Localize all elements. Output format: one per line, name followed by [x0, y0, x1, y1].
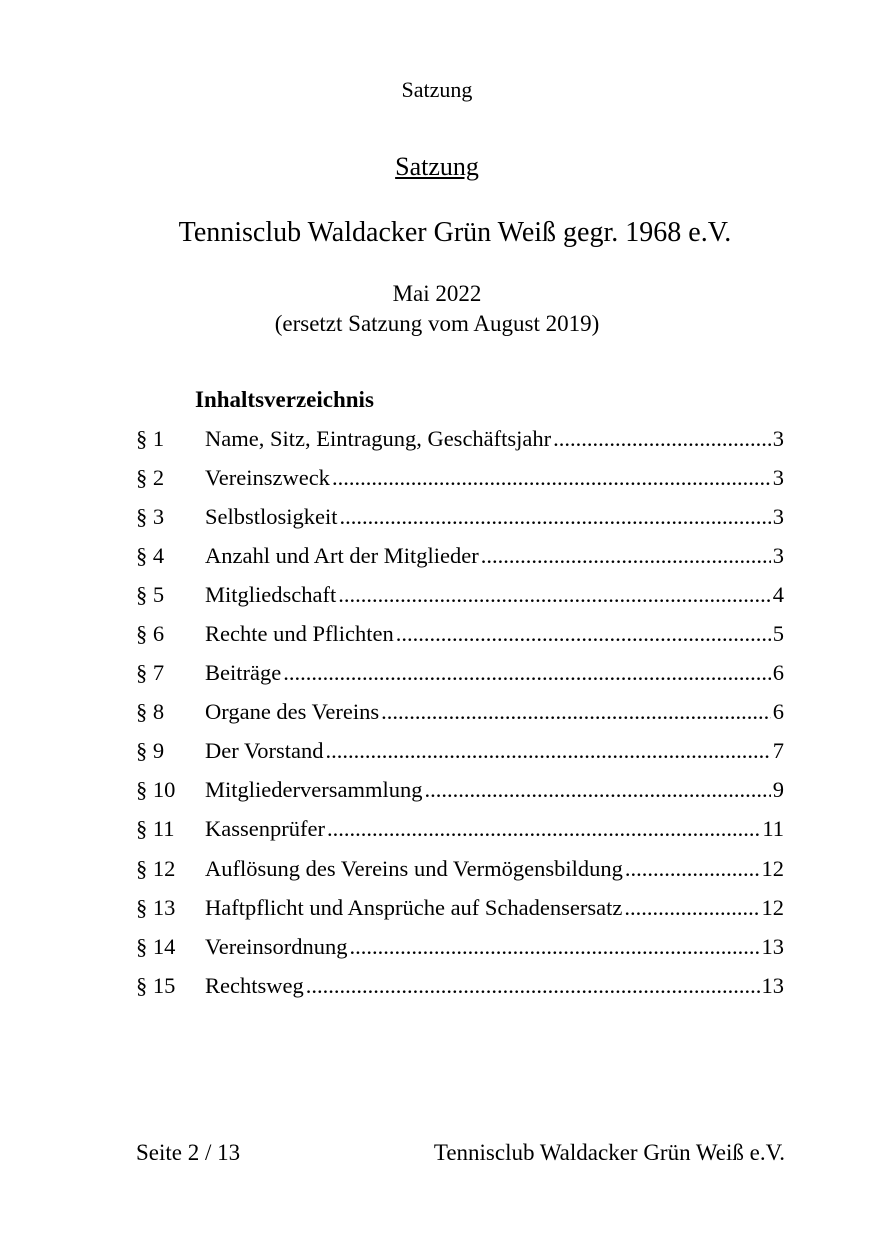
toc-dot-leader	[332, 464, 771, 492]
toc-entry-page: 3	[772, 425, 784, 451]
toc-dot-leader	[338, 581, 771, 609]
toc-entry-page: 4	[772, 581, 784, 607]
toc-entry[interactable]	[136, 810, 784, 849]
toc-dot-leader	[625, 855, 760, 883]
toc-entry-page: 6	[772, 660, 784, 686]
toc-dot-leader	[481, 542, 771, 570]
toc-entry-number: § 5	[136, 581, 165, 607]
toc-entry-number: § 1	[136, 425, 165, 451]
toc-entry-page: 3	[772, 503, 784, 529]
document-date: Mai 2022	[392, 281, 482, 306]
toc-entry-number: § 14	[136, 933, 176, 959]
toc-entry-title: Name, Sitz, Eintragung, Geschäftsjahr	[205, 425, 552, 451]
toc-dot-leader	[283, 659, 771, 687]
toc-entry[interactable]	[136, 849, 784, 888]
toc-entry[interactable]	[136, 458, 784, 497]
toc-entry-number: § 8	[136, 699, 165, 725]
toc-entry-page: 5	[772, 621, 784, 647]
toc-entry-title: Mitgliedschaft	[205, 581, 337, 607]
toc-entry-title: Organe des Vereins	[205, 699, 380, 725]
club-name: Tennisclub Waldacker Grün Weiß gegr. 1968 e.V.	[178, 217, 732, 248]
toc-entry-page: 11	[762, 816, 784, 842]
toc-dot-leader	[381, 698, 771, 726]
toc-entry-title: Vereinsordnung	[205, 933, 348, 959]
toc-dot-leader	[340, 503, 771, 531]
toc-entry[interactable]	[136, 732, 784, 771]
toc-entry-page: 12	[761, 855, 784, 881]
toc-entry[interactable]	[136, 966, 784, 1005]
toc-entry-number: § 2	[136, 464, 165, 490]
footer-page-number: Seite 2 / 13	[136, 1140, 241, 1165]
table-of-contents	[136, 419, 784, 1005]
toc-entry-title: Rechtsweg	[205, 972, 304, 998]
toc-dot-leader	[424, 776, 770, 804]
toc-entry[interactable]	[136, 536, 784, 575]
toc-entry-page: 7	[772, 738, 784, 764]
footer-club-name: Tennisclub Waldacker Grün Weiß e.V.	[433, 1140, 785, 1165]
toc-heading: Inhaltsverzeichnis	[195, 387, 374, 412]
toc-entry-number: § 3	[136, 503, 165, 529]
toc-entry[interactable]	[136, 888, 784, 927]
toc-entry[interactable]	[136, 419, 784, 458]
toc-entry-page: 3	[772, 542, 784, 568]
toc-entry-page: 6	[772, 699, 784, 725]
toc-entry-number: § 7	[136, 660, 165, 686]
toc-entry[interactable]	[136, 771, 784, 810]
toc-entry[interactable]	[136, 927, 784, 966]
toc-entry-title: Beiträge	[205, 660, 282, 686]
toc-entry-page: 13	[761, 933, 784, 959]
toc-entry[interactable]	[136, 497, 784, 536]
toc-entry-title: Auflösung des Vereins und Vermögensbildung	[205, 855, 623, 881]
toc-dot-leader	[553, 425, 771, 453]
toc-entry-title: Selbstlosigkeit	[205, 503, 338, 529]
toc-entry-page: 3	[772, 464, 784, 490]
toc-entry[interactable]	[136, 575, 784, 614]
running-header: Satzung	[401, 77, 473, 102]
toc-entry-title: Der Vorstand	[205, 738, 324, 764]
toc-entry-number: § 6	[136, 621, 165, 647]
toc-dot-leader	[327, 815, 760, 843]
toc-entry-page: 12	[761, 894, 784, 920]
toc-entry-title: Mitgliederversammlung	[205, 777, 423, 803]
toc-entry-number: § 10	[136, 777, 176, 803]
toc-entry-number: § 12	[136, 855, 176, 881]
toc-entry[interactable]	[136, 614, 784, 653]
toc-entry-title: Rechte und Pflichten	[205, 621, 394, 647]
toc-entry-number: § 4	[136, 542, 165, 568]
toc-entry-page: 13	[761, 972, 784, 998]
toc-entry-number: § 15	[136, 972, 176, 998]
toc-dot-leader	[306, 972, 760, 1000]
toc-dot-leader	[396, 620, 771, 648]
toc-entry-title: Anzahl und Art der Mitglieder	[205, 542, 479, 568]
toc-dot-leader	[624, 894, 759, 922]
toc-entry-number: § 13	[136, 894, 176, 920]
toc-entry[interactable]	[136, 654, 784, 693]
toc-dot-leader	[349, 933, 759, 961]
toc-entry-number: § 9	[136, 738, 165, 764]
toc-dot-leader	[326, 737, 771, 765]
toc-entry-title: Kassenprüfer	[205, 816, 325, 842]
replaces-note: (ersetzt Satzung vom August 2019)	[274, 311, 600, 336]
toc-entry-number: § 11	[136, 816, 175, 842]
toc-entry-page: 9	[772, 777, 784, 803]
document-title: Satzung	[395, 152, 479, 181]
toc-entry-title: Haftpflicht und Ansprüche auf Schadensersatz	[205, 894, 623, 920]
toc-entry-title: Vereinszweck	[205, 464, 330, 490]
toc-entry[interactable]	[136, 693, 784, 732]
